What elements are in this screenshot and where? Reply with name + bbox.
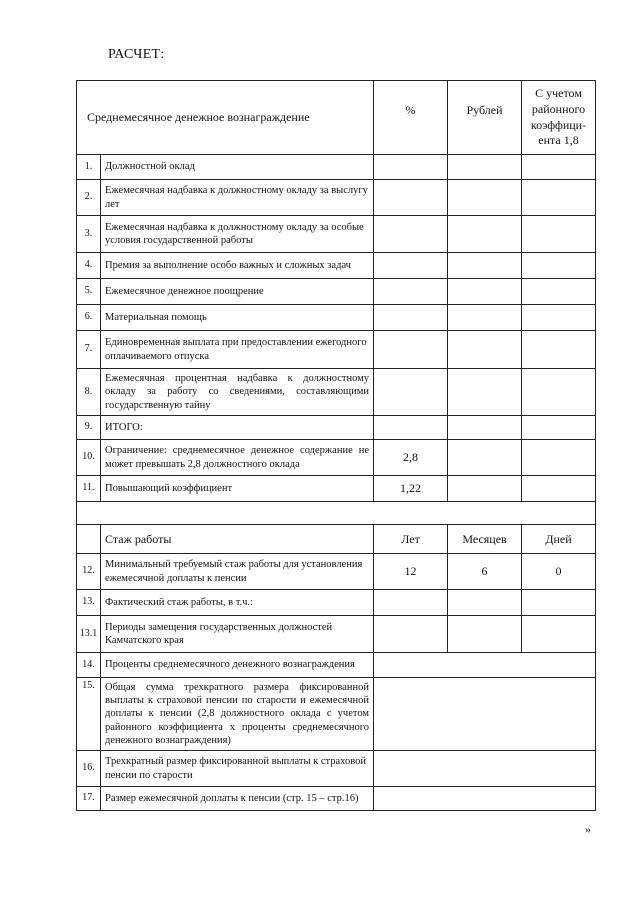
row-coef <box>522 279 596 305</box>
row-number: 3. <box>77 216 101 253</box>
row-label: ИТОГО: <box>101 416 374 440</box>
row-coef <box>522 305 596 331</box>
row-label: Премия за выполнение особо важных и сложных задач <box>101 253 374 279</box>
table-row <box>77 751 596 787</box>
row-rubles <box>448 180 522 216</box>
row-number: 2. <box>77 180 101 216</box>
row-number: 17. <box>77 787 101 811</box>
table-header-row <box>77 81 596 155</box>
row-label: Общая сумма трехкратного размера фиксированной выплаты к страховой пенсии по старости и ежемесячной доплаты к пенсии (2,8 должностного оклада с учетом районного коэффициента х проценты среднемесячного денежного вознаграждения) <box>101 678 374 751</box>
row-rubles <box>448 279 522 305</box>
row-label: Размер ежемесячной доплаты к пенсии (стр. 15 – стр.16) <box>101 787 374 811</box>
row-number: 8. <box>77 369 101 416</box>
row-rubles <box>448 216 522 253</box>
row-days <box>522 590 596 616</box>
table-row <box>77 787 596 811</box>
service-header-row <box>77 525 596 554</box>
table-row <box>77 616 596 653</box>
calculation-sheet <box>76 80 595 811</box>
page-heading: РАСЧЕТ: <box>108 47 165 62</box>
table-row <box>77 180 596 216</box>
table-row <box>77 369 596 416</box>
row-label: Проценты среднемесячного денежного вознаграждения <box>101 653 374 678</box>
table-row <box>77 440 596 476</box>
closing-quote: » <box>585 822 591 836</box>
table-row <box>77 279 596 305</box>
spacer-row <box>77 502 596 525</box>
row-days <box>522 616 596 653</box>
row-days: 0 <box>522 554 596 590</box>
row-value <box>374 787 596 811</box>
header-coef-line: коэффици- <box>530 117 587 132</box>
row-percent: 1,22 <box>374 476 448 502</box>
row-rubles <box>448 155 522 180</box>
row-number: 1. <box>77 155 101 180</box>
row-number: 11. <box>77 476 101 502</box>
row-rubles <box>448 253 522 279</box>
row-coef <box>522 440 596 476</box>
row-value <box>374 678 596 751</box>
table-row <box>77 305 596 331</box>
row-percent <box>374 216 448 253</box>
row-label: Материальная помощь <box>101 305 374 331</box>
row-number: 10. <box>77 440 101 476</box>
row-value <box>374 751 596 787</box>
header-coefficient <box>522 81 596 155</box>
table-row <box>77 416 596 440</box>
service-months-header: Месяцев <box>448 525 522 554</box>
row-percent <box>374 180 448 216</box>
row-years <box>374 616 448 653</box>
row-label: Ежемесячное денежное поощрение <box>101 279 374 305</box>
calculation-table <box>76 80 596 811</box>
header-percent: % <box>374 81 448 155</box>
row-label: Трехкратный размер фиксированной выплаты к страховой пенсии по старости <box>101 751 374 787</box>
row-value <box>374 653 596 678</box>
table-row <box>77 653 596 678</box>
row-percent <box>374 305 448 331</box>
row-coef <box>522 216 596 253</box>
row-label: Фактический стаж работы, в т.ч.: <box>101 590 374 616</box>
table-row <box>77 216 596 253</box>
row-months <box>448 590 522 616</box>
row-number: 7. <box>77 331 101 369</box>
row-rubles <box>448 476 522 502</box>
row-number: 16. <box>77 751 101 787</box>
row-rubles <box>448 305 522 331</box>
row-percent <box>374 416 448 440</box>
row-number: 5. <box>77 279 101 305</box>
row-number: 13.1 <box>77 616 101 653</box>
row-percent: 2,8 <box>374 440 448 476</box>
table-row <box>77 155 596 180</box>
table-row <box>77 590 596 616</box>
row-percent <box>374 279 448 305</box>
row-coef <box>522 331 596 369</box>
row-label: Повышающий коэффициент <box>101 476 374 502</box>
row-rubles <box>448 331 522 369</box>
row-label: Периоды замещения государственных должностей Камчатского края <box>101 616 374 653</box>
row-number: 9. <box>77 416 101 440</box>
spacer-cell <box>77 502 596 525</box>
row-percent <box>374 155 448 180</box>
row-number: 12. <box>77 554 101 590</box>
row-number: 15. <box>77 678 101 751</box>
service-days-header: Дней <box>522 525 596 554</box>
row-coef <box>522 180 596 216</box>
row-years: 12 <box>374 554 448 590</box>
header-coef-line: С учетом <box>535 86 582 101</box>
row-percent <box>374 331 448 369</box>
row-number: 14. <box>77 653 101 678</box>
header-coef-line: районного <box>531 101 586 116</box>
table-row <box>77 554 596 590</box>
row-rubles <box>448 440 522 476</box>
row-percent <box>374 253 448 279</box>
row-label: Ежемесячная надбавка к должностному окладу за особые условия государственной работы <box>101 216 374 253</box>
row-label: Ежемесячная надбавка к должностному окладу за выслугу лет <box>101 180 374 216</box>
row-coef <box>522 369 596 416</box>
row-coef <box>522 476 596 502</box>
row-number <box>77 525 101 554</box>
row-number: 13. <box>77 590 101 616</box>
header-coef-line: ента 1,8 <box>538 133 579 148</box>
row-label: Ограничение: среднемесячное денежное содержание не может превышать 2,8 должностного оклада <box>101 440 374 476</box>
table-row <box>77 476 596 502</box>
service-years-header: Лет <box>374 525 448 554</box>
row-months: 6 <box>448 554 522 590</box>
header-rubles: Рублей <box>448 81 522 155</box>
row-label: Единовременная выплата при предоставлении ежегодного оплачиваемого отпуска <box>101 331 374 369</box>
row-label: Минимальный требуемый стаж работы для установления ежемесячной доплаты к пенсии <box>101 554 374 590</box>
table-row <box>77 331 596 369</box>
service-title: Стаж работы <box>101 525 374 554</box>
row-label: Ежемесячная процентная надбавка к должностному окладу за работу со сведениями, составляющими государственную тайну <box>101 369 374 416</box>
table-row <box>77 253 596 279</box>
row-coef <box>522 253 596 279</box>
row-rubles <box>448 416 522 440</box>
row-coef <box>522 416 596 440</box>
row-years <box>374 590 448 616</box>
row-number: 4. <box>77 253 101 279</box>
row-coef <box>522 155 596 180</box>
row-rubles <box>448 369 522 416</box>
row-number: 6. <box>77 305 101 331</box>
row-label: Должностной оклад <box>101 155 374 180</box>
row-percent <box>374 369 448 416</box>
table-row <box>77 678 596 751</box>
row-months <box>448 616 522 653</box>
header-title: Среднемесячное денежное вознаграждение <box>77 81 374 155</box>
